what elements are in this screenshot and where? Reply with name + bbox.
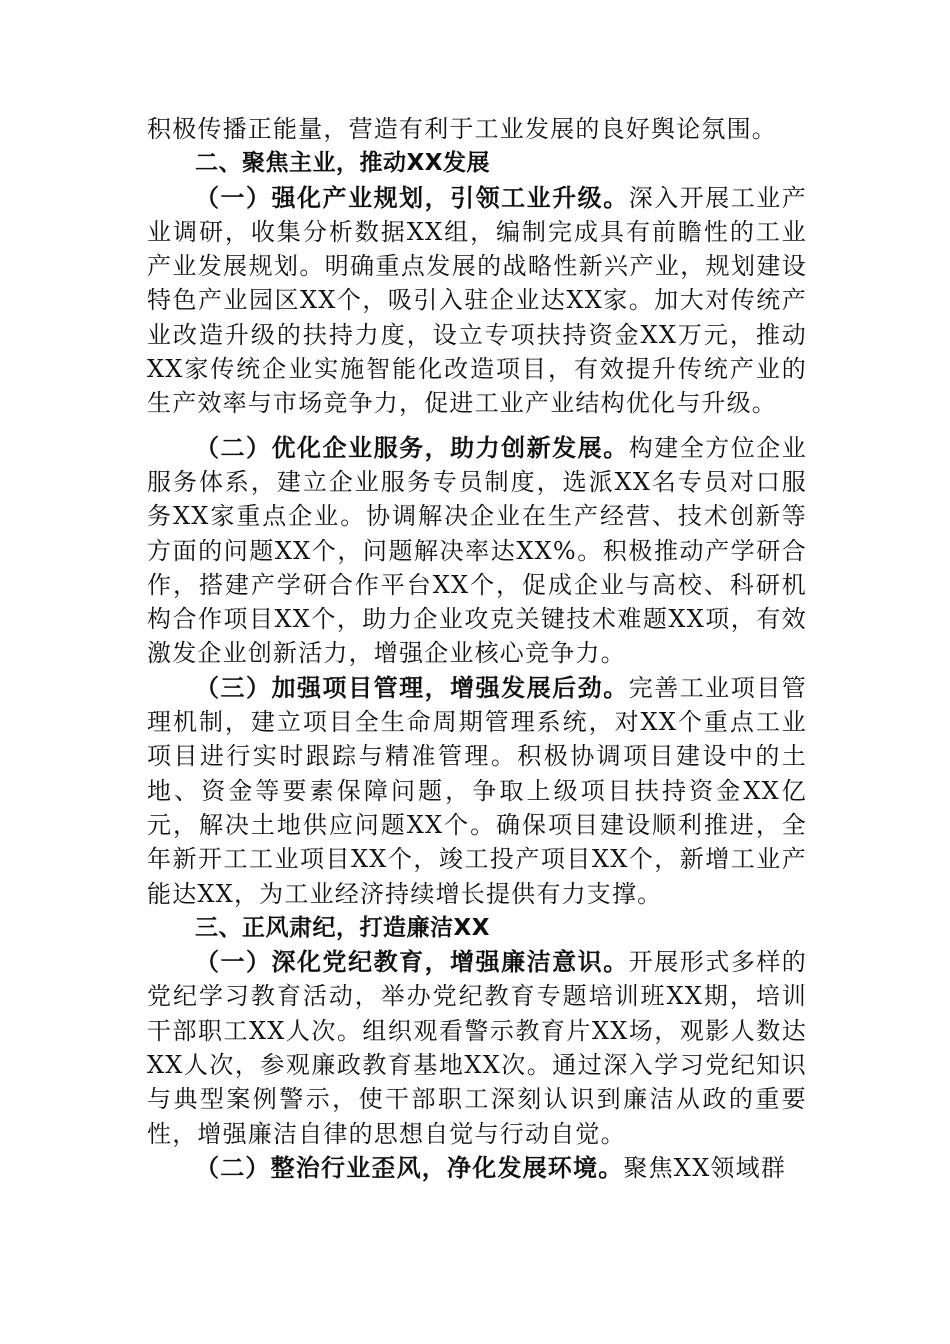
paragraph-body: 开展形式多样的党纪学习教育活动，举办党纪教育专题培训班XX期，培训干部职工XX人次。组织观看警示教育片XX场，观影人数达XX人次，参观廉政教育基地XX次。通过深入学习党纪知识与典型案例警示，使干部职工深刻认识到廉洁从政的重要性，增强廉洁自律的思想自觉与行动自觉。 bbox=[147, 948, 807, 1148]
paragraph-body: 完善工业项目管理机制，建立项目全生命周期管理系统，对XX个重点工业项目进行实时跟踪与精准管理。积极协调项目建设中的土地、资金等要素保障问题，争取上级项目扶持资金XX亿元，解决土地供应问题XX个。确保项目建设顺利推进，全年新开工工业项目XX个，竣工投产项目XX个，新增工业产能达XX，为工业经济持续增长提供有力支撑。 bbox=[147, 673, 807, 908]
paragraph-body: 构建全方位企业服务体系，建立企业服务专员制度，选派XX名专员对口服务XX家重点企业。协调解决企业在生产经营、技术创新等方面的问题XX个，问题解决率达XX%。积极推动产学研合作，搭建产学研合作平台XX个，促成企业与高校、科研机构合作项目XX个，助力企业攻克关键技术难题XX项，有效激发企业创新活力，增强企业核心竞争力。 bbox=[147, 433, 807, 668]
paragraph-1: 积极传播正能量，营造有利于工业发展的良好舆论氛围。 bbox=[147, 115, 777, 143]
section-heading-2: 二、聚焦主业，推动XX发展 bbox=[195, 150, 490, 177]
paragraph-2-3 bbox=[147, 671, 807, 911]
paragraph-body: 聚焦XX领域群 bbox=[623, 1153, 786, 1182]
paragraph-2-1 bbox=[147, 181, 807, 421]
subheading: （一）深化党纪教育，增强廉洁意识。 bbox=[195, 947, 629, 977]
subheading: （一）强化产业规划，引领工业升级。 bbox=[195, 182, 629, 212]
paragraph-3-2 bbox=[147, 1151, 807, 1185]
paragraph-body: 深入开展工业产业调研，收集分析数据XX组，编制完成具有前瞻性的工业产业发展规划。明确重点发展的战略性新兴产业，规划建设特色产业园区XX个，吸引入驻企业达XX家。加大对传统产业改造升级的扶持力度，设立专项扶持资金XX万元，推动XX家传统企业实施智能化改造项目，有效提升传统产业的生产效率与市场竞争力，促进工业产业结构优化与升级。 bbox=[147, 183, 807, 418]
subheading: （三）加强项目管理，增强发展后劲。 bbox=[195, 672, 629, 702]
document-page bbox=[147, 112, 807, 1185]
section-heading-3: 三、正风肃纪，打造廉洁XX bbox=[195, 914, 490, 941]
paragraph-2-2 bbox=[147, 431, 807, 671]
subheading: （二）整治行业歪风，净化发展环境。 bbox=[195, 1152, 624, 1182]
paragraph-3-1 bbox=[147, 945, 807, 1151]
subheading: （二）优化企业服务，助力创新发展。 bbox=[195, 432, 629, 462]
